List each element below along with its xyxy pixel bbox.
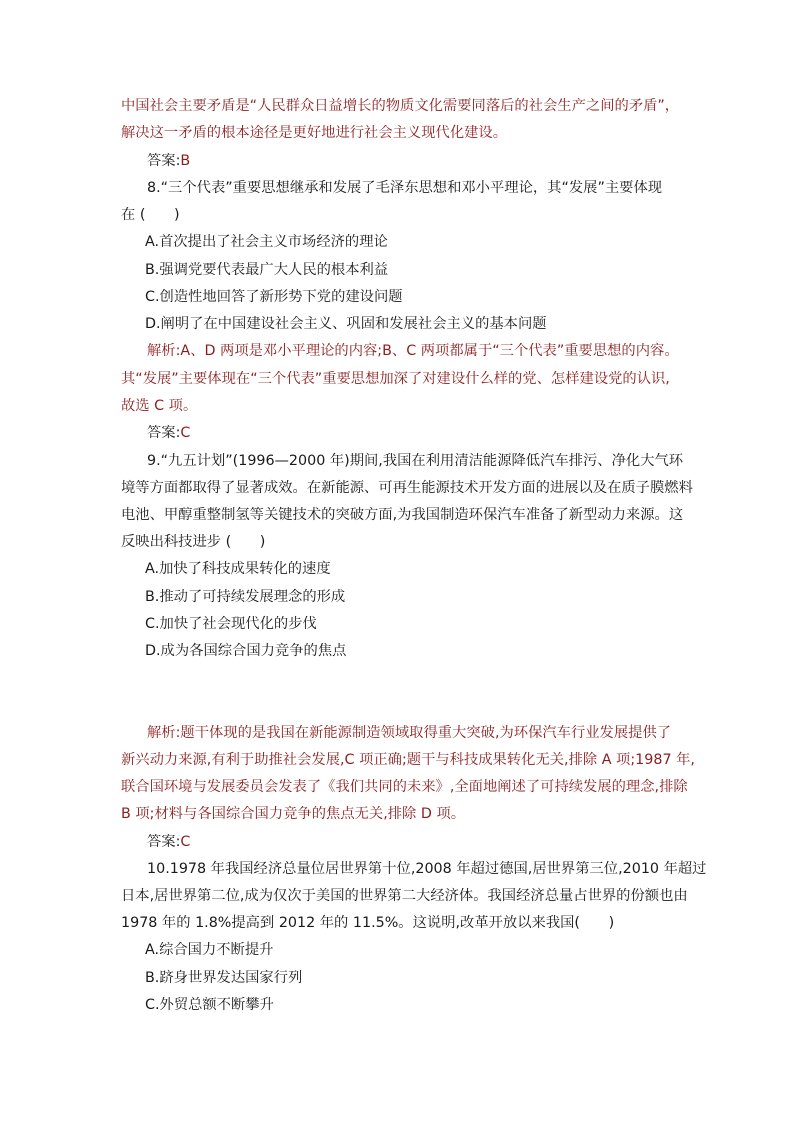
- explanation-q8-line-1: 解析:A、D 两项是邓小平理论的内容;B、C 两项都属于“三个代表”重要思想的内容。: [147, 343, 679, 359]
- question-10-stem-line-1: 10.1978 年我国经济总量位居世界第十位,2008 年超过德国,居世界第三位,2010 年超过: [147, 861, 707, 877]
- answer-value: C: [180, 834, 191, 850]
- answer-label: 答案:: [147, 153, 181, 169]
- answer-q8: [147, 423, 190, 443]
- answer-q9: [147, 832, 190, 852]
- question-9-stem-line-4: 反映出科技进步 ( ): [121, 534, 266, 550]
- question-8-stem-line-2: 在 ( ): [121, 207, 180, 223]
- question-8-option-b: B.强调党要代表最广大人民的根本利益: [145, 262, 389, 278]
- answer-label: 答案:: [147, 425, 181, 441]
- explanation-q8-line-3: 故选 C 项。: [121, 398, 198, 414]
- question-8-option-d: D.阐明了在中国建设社会主义、巩固和发展社会主义的基本问题: [145, 316, 547, 332]
- question-9-option-b: B.推动了可持续发展理念的形成: [145, 589, 346, 605]
- question-10-option-c: C.外贸总额不断攀升: [145, 997, 274, 1013]
- question-10-option-b: B.跻身世界发达国家行列: [145, 970, 303, 986]
- explanation-q7-line-1: 中国社会主要矛盾是“人民群众日益增长的物质文化需要同落后的社会生产之间的矛盾”，: [121, 98, 680, 114]
- explanation-q9-line-3: 联合国环境与发展委员会发表了《我们共同的未来》,全面地阐述了可持续发展的理念,排除: [121, 779, 688, 795]
- question-8-option-c: C.创造性地回答了新形势下党的建设问题: [145, 289, 403, 305]
- question-8-option-a: A.首次提出了社会主义市场经济的理论: [145, 234, 388, 250]
- explanation-q9-line-2: 新兴动力来源,有利于助推社会发展,C 项正确;题干与科技成果转化无关,排除 A 项;1987 年,: [121, 752, 695, 768]
- question-9-stem-line-1: 9.“九五计划”(1996—2000 年)期间,我国在利用清洁能源降低汽车排污、净化大气环: [147, 453, 684, 469]
- question-10-option-a: A.综合国力不断提升: [145, 942, 274, 958]
- question-9-stem-line-3: 电池、甲醇重整制氢等关键技术的突破方面,为我国制造环保汽车准备了新型动力来源。这: [121, 507, 684, 523]
- question-9-option-d: D.成为各国综合国力竞争的焦点: [145, 643, 347, 659]
- explanation-q8-line-2: 其“发展”主要体现在“三个代表”重要思想加深了对建设什么样的党、怎样建设党的认识,: [121, 371, 670, 387]
- explanation-q9-line-1: 解析:题干体现的是我国在新能源制造领域取得重大突破,为环保汽车行业发展提供了: [147, 725, 672, 741]
- explanation-q7-line-2: 解决这一矛盾的根本途径是更好地进行社会主义现代化建设。: [121, 125, 508, 141]
- explanation-q9-line-4: B 项;材料与各国综合国力竞争的焦点无关,排除 D 项。: [121, 806, 466, 822]
- question-8-stem-line-1: 8.“三个代表”重要思想继承和发展了毛泽东思想和邓小平理论，其“发展”主要体现: [147, 180, 663, 196]
- answer-q7: [147, 151, 190, 171]
- question-9-option-c: C.加快了社会现代化的步伐: [145, 616, 317, 632]
- question-10-stem-line-2: 日本,居世界第二位,成为仅次于美国的世界第二大经济体。我国经济总量占世界的份额也由: [121, 888, 688, 904]
- question-9-stem-line-2: 境等方面都取得了显著成效。在新能源、可再生能源技术开发方面的进展以及在质子膜燃料: [121, 480, 693, 496]
- question-10-stem-line-3: 1978 年的 1.8%提高到 2012 年的 11.5%。这说明,改革开放以来我国( ): [121, 915, 615, 931]
- answer-value: B: [180, 153, 191, 169]
- answer-label: 答案:: [147, 834, 181, 850]
- answer-value: C: [180, 425, 191, 441]
- question-9-option-a: A.加快了科技成果转化的速度: [145, 561, 331, 577]
